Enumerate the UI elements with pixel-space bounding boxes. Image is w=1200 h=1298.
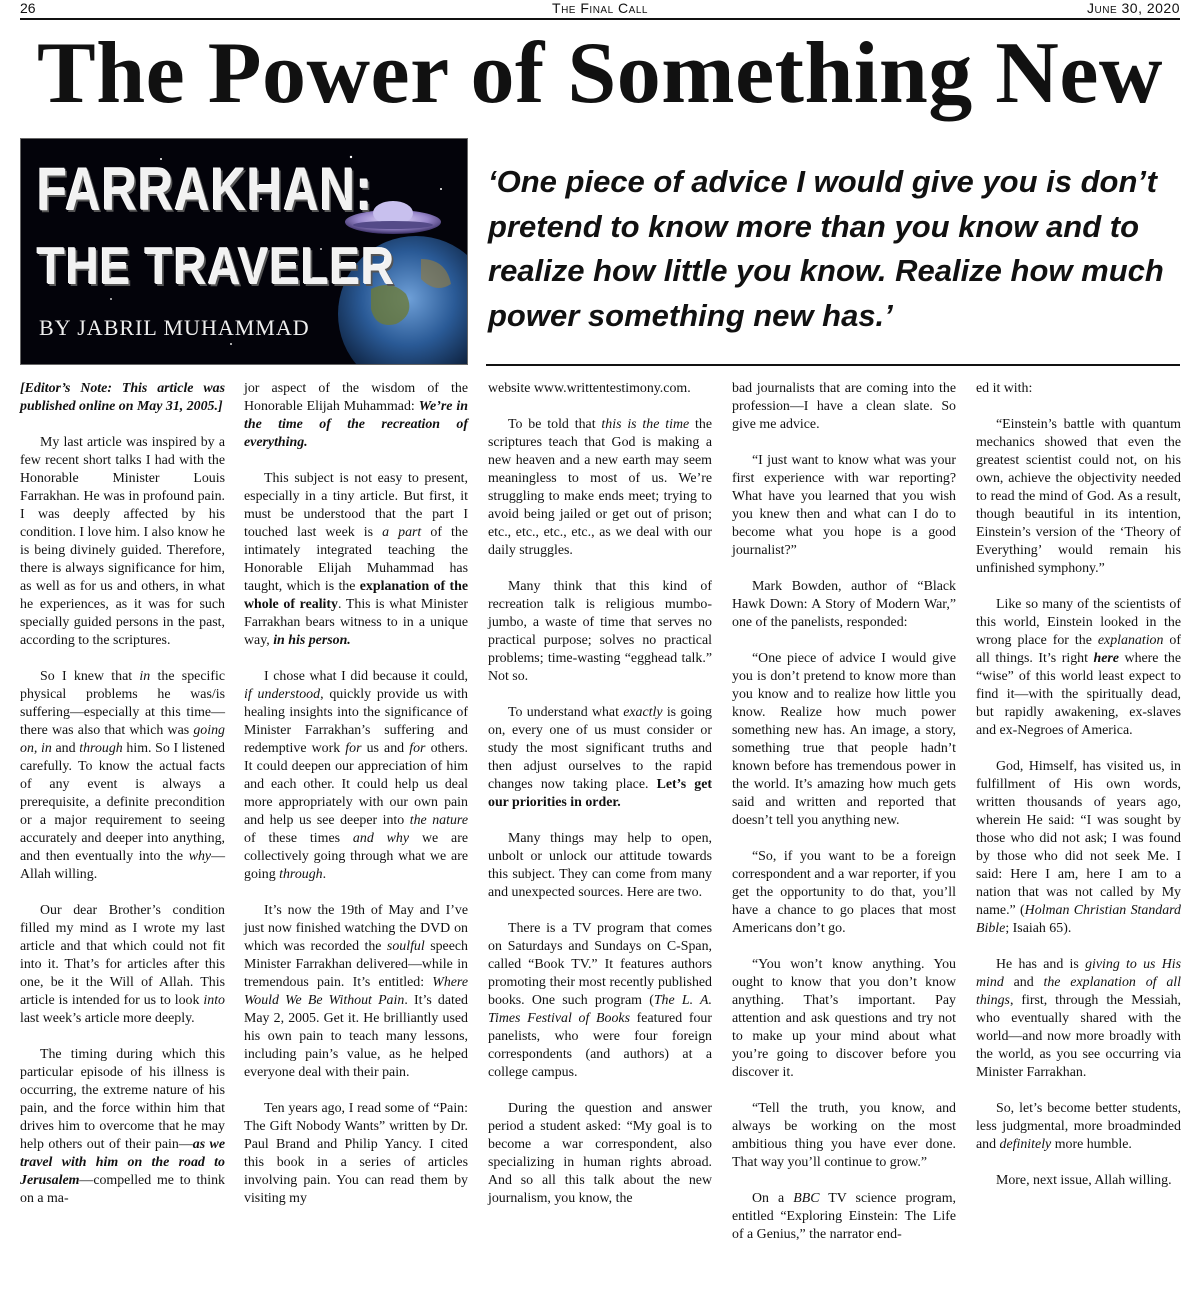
article-column-1 [20,380,225,1208]
article-headline: The Power of Something New [37,25,1163,122]
article-paragraph: Our dear Brother’s condition filled my mind as I wrote my last article and that which could not fit into it. That’s for articles after this one, be it the Will of Allah. This article is intended for us to look into last week’s article more deeply. [20,903,225,1026]
issue-date: June 30, 2020 [1087,0,1180,16]
pull-quote-rule [486,364,1180,366]
pull-quote: ‘One piece of advice I would give you is don’t pretend to know more than you know and to realize how little you know. Realize how much power something new has.’ [488,164,1164,333]
article-paragraph: “You won’t know anything. You ought to know that you don’t know anything. That’s important. Pay attention and ask questions and try not to make up your mind about what you’re going to discover before you discover it. [732,957,956,1080]
column-banner-image [20,138,468,365]
article-paragraph: More, next issue, Allah willing. [996,1173,1172,1188]
article-paragraph: “Tell the truth, you know, and always be working on the most ambitious thing you have ever done. That way you’ll continue to grow.” [732,1101,956,1170]
article-column-3 [488,380,712,1208]
banner-line-1: FARRAKHAN: [37,156,374,223]
article-paragraph: “I just want to know what was your first experience with war reporting? What have you learned that you wish you knew then and what can I do to become what you hope is a good journalist?” [732,453,956,558]
article-paragraph: To understand what exactly is going on, every one of us must consider or study the most significant truths and then adjust ourselves to the rapid changes now taking place. Let’s get our priorities in order. [488,705,713,810]
article-paragraph: It’s now the 19th of May and I’ve just now finished watching the DVD on which was recorded the soulful speech Minister Farrakhan delivered—while in tremendous pain. It’s entitled: Where Would We Be Without Pain. It’s dated May 2, 2005. Get it. He brilliantly used his own pain to teach many lessons, including pain’s value, as he helped everyone deal with their pain. [244,903,468,1080]
article-paragraph: Many things may help to open, unbolt or unlock our attitude towards this subject. They can come from many and unexpected sources. Here are two. [488,831,712,900]
article-column-4 [732,380,956,1244]
article-paragraph: website www.writtentestimony.com. [488,381,691,396]
article-paragraph: Mark Bowden, author of “Black Hawk Down: A Story of Modern War,” one of the panelists, responded: [732,579,956,630]
article-paragraph: To be told that this is the time the scriptures teach that God is making a new heaven and a new earth may seem meaningless to most of us. We’re struggling to make ends meet; trying to avoid being jailed or get out of prison; etc., etc., etc., etc., as we deal with our daily struggles. [488,417,712,558]
article-paragraph: “Einstein’s battle with quantum mechanics showed that even the greatest scientist could not, on his own, achieve the objectivity needed to read the mind of God. As a result, though beautiful in its intention, Einstein’s version of the ‘Theory of Everything’ would remain his unfinished symphony.” [976,417,1181,576]
article-paragraph: He has and is giving to us His mind and the explanation of all things, first, through the Messiah, who eventually shared with the world—and now more broadly with the world, as you see occurring via Minister Farrakhan. [976,957,1181,1080]
article-paragraph: bad journalists that are coming into the profession—I have a clean slate. So give me advice. [732,381,956,432]
page-number: 26 [20,0,36,16]
article-paragraph: ed it with: [976,381,1033,396]
article-column-5 [976,380,1181,1190]
article-paragraph: “One piece of advice I would give you is don’t pretend to know more than you know and to realize how little you know. Realize how much power something new has. An image, a story, something true that people hadn’t known before has tremendous power in the world. It’s amazing how much gets said and written and reported that doesn’t tell you anything new. [732,651,956,828]
article-column-2 [244,380,468,1208]
article-paragraph: I chose what I did because it could, if understood, quickly provide us with healing insights into the significance of Minister Farrakhan’s suffering and redemptive work for us and for others. It could deepen our appreciation of him and each other. It could help us deal more appropriately with our own pain and help us see deeper into the nature of these times and why we are collectively going through what we are going through. [244,669,469,882]
article-paragraph: Ten years ago, I read some of “Pain: The Gift Nobody Wants” written by Dr. Paul Brand and Philip Yancy. I cited this book in a series of articles involving pain. You can read them by visiting my [244,1101,468,1206]
banner-line-2: THE TRAVELER [37,238,396,296]
article-paragraph: On a BBC TV science program, entitled “Exploring Einstein: The Life of a Genius,” the narrator end- [732,1191,956,1242]
article-paragraph: God, Himself, has visited us, in fulfillment of His own words, written thousands of years ago, wherein He said: “I was sought by those who did not ask; I was found by those who did not seek Me. I said: Here I am, here I am to a nation that was not called by My name.” (Holman Christian Standard Bible; Isaiah 65). [976,759,1181,936]
article-paragraph: During the question and answer period a student asked: “My goal is to become a war correspondent, also specializing in human rights abroad. And so all this talk about the new journalism, you know, the [488,1101,712,1206]
article-paragraph: So I knew that in the specific physical problems he was/is suffering—especially at this time—there was also that which was going on, in and through him. So I listened carefully. To know the actual facts of any event is always a prerequisite, a definite precondition or a major requirement to seeing accurately and deeper into anything, and then eventually into the why—Allah willing. [20,669,225,882]
article-paragraph: There is a TV program that comes on Saturdays and Sundays on C-Span, called “Book TV.” It features authors promoting their most recently published books. One such program (The L. A. Times Festival of Books featured four panelists, who were four foreign correspondents (and authors) at a college campus. [488,921,713,1080]
publication-name: The Final Call [552,0,648,16]
article-paragraph: jor aspect of the wisdom of the Honorable Elijah Muhammad: We’re in the time of the recreation of everything. [244,381,468,450]
article-paragraph: [Editor’s Note: This article was published online on May 31, 2005.] [20,381,225,414]
article-paragraph: Many think that this kind of recreation talk is religious mumbo-jumbo, a waste of time that serves no practical purpose; solves no practical problems; time-wasting “egghead talk.” Not so. [488,579,712,684]
page-folio [20,0,1180,20]
article-paragraph: “So, if you want to be a foreign correspondent and a war reporter, if you get the opportunity to do that, you’ll have a chance to go places that most Americans don’t go. [732,849,956,936]
banner-byline: BY JABRIL MUHAMMAD [39,315,310,340]
article-paragraph: So, let’s become better students, less judgmental, more broadminded and definitely more humble. [976,1101,1181,1152]
article-paragraph: My last article was inspired by a few recent short talks I had with the Honorable Minister Louis Farrakhan. He was in profound pain. I was deeply affected by his condition. I love him. I also know he is being divinely guided. Therefore, there is always significance for him, as well as for us and others, in what he experiences, as it was for such specially guided persons in the past, according to the scriptures. [20,435,225,648]
article-paragraph: This subject is not easy to present, especially in a tiny article. But first, it must be understood that the part I touched last week is a part of the intimately integrated teaching the Honorable Elijah Muhammad has taught, which is the explanation of the whole of reality. This is what Minister Farrakhan bears witness to in a unique way, in his person. [244,471,469,648]
article-paragraph: The timing during which this particular episode of his illness is occurring, the extreme nature of his pain, and the force within him that drives him to overcome that he may help others out of their pain—as we travel with him on the road to Jerusalem—compelled me to think on a ma- [20,1047,225,1206]
article-paragraph: Like so many of the scientists of this world, Einstein looked in the wrong place for the explanation of all things. It’s right here where the “wise” of this world least expect to find it—with the spiritually dead, but rapidly awakening, ex-slaves and ex-Negroes of America. [976,597,1181,738]
